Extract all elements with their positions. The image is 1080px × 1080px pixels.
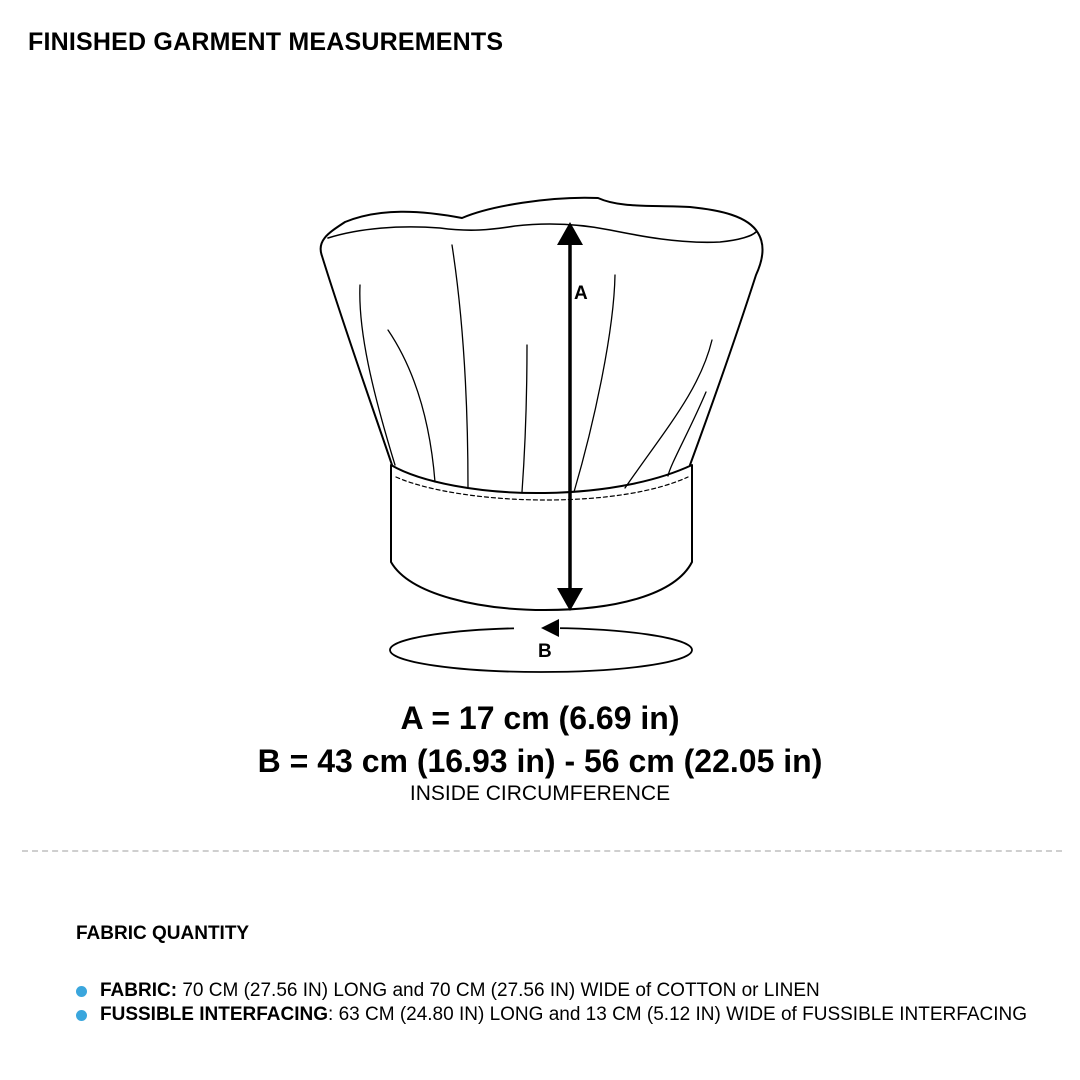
- measurement-b: B = 43 cm (16.93 in) - 56 cm (22.05 in): [257, 743, 823, 779]
- bullet-icon: [76, 1010, 87, 1021]
- hat-band: [391, 465, 692, 610]
- dimension-b-arrow: [514, 619, 560, 637]
- measurement-a: A = 17 cm (6.69 in): [400, 700, 680, 736]
- bullet-icon: [76, 986, 87, 997]
- list-item: [76, 979, 1027, 1003]
- hat-pleats: [360, 245, 712, 492]
- measurement-b-note: INSIDE CIRCUMFERENCE: [409, 782, 671, 805]
- list-item-label: FABRIC:: [100, 980, 178, 1001]
- dimension-a-arrow: [557, 222, 583, 611]
- dimension-a-label: A: [574, 283, 588, 304]
- section-divider: [22, 850, 1062, 852]
- fabric-quantity-title: FABRIC QUANTITY: [76, 923, 250, 944]
- list-item: [76, 1003, 1027, 1027]
- list-item-text: 70 CM (27.56 IN) LONG and 70 CM (27.56 IN) WIDE of COTTON or LINEN: [177, 980, 820, 1001]
- list-item-text: : 63 CM (24.80 IN) LONG and 13 CM (5.12 IN) WIDE of FUSSIBLE INTERFACING: [328, 1004, 1027, 1025]
- hat-crown-outline: [321, 198, 763, 465]
- fabric-list: [76, 979, 1027, 1027]
- hat-top-rim: [328, 224, 756, 242]
- list-item-label: FUSSIBLE INTERFACING: [100, 1004, 329, 1025]
- page-title: FINISHED GARMENT MEASUREMENTS: [28, 28, 504, 56]
- dimension-b-label: B: [538, 641, 552, 662]
